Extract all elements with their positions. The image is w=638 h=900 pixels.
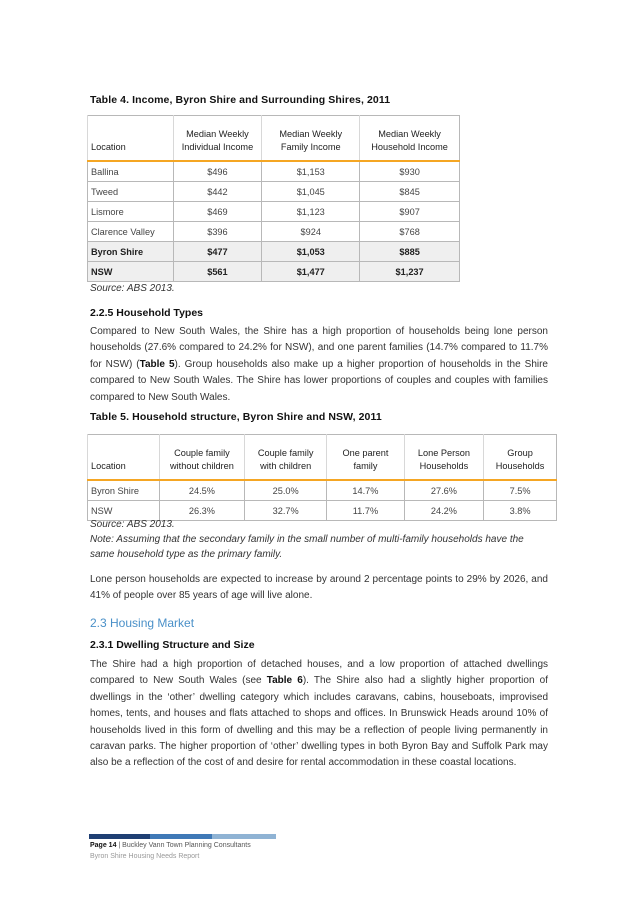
table-row [88, 501, 557, 521]
column-header-text: Median Weekly Individual Income [181, 129, 254, 152]
column-header: Location [88, 435, 160, 481]
table4-source: Source: ABS 2013. [90, 283, 175, 294]
table-row [88, 182, 460, 202]
footer-bar-mid [150, 834, 212, 839]
table5-note: Note: Assuming that the secondary family in the small number of multi-family households have the same household type as the primary family. [90, 534, 524, 560]
table-cell: $885 [360, 242, 460, 262]
table-cell: $1,153 [262, 161, 360, 182]
table-cell: $768 [360, 222, 460, 242]
column-header [360, 116, 460, 162]
lone-person-paragraph: Lone person households are expected to increase by around 2 percentage points to 29% by 2026, and 41% of people over 85 years of age will live alone. [90, 574, 548, 602]
table-row [88, 480, 557, 501]
column-header [327, 435, 405, 481]
table-cell: 24.5% [159, 480, 245, 501]
table-cell: Lismore [88, 202, 174, 222]
table-cell: $1,045 [262, 182, 360, 202]
footer-company: | Buckley Vann Town Planning Consultants [116, 842, 251, 849]
table5-source: Source: ABS 2013. [90, 519, 175, 530]
table-cell: $396 [173, 222, 262, 242]
table-cell: $924 [262, 222, 360, 242]
column-header-text: Couple family without children [170, 448, 234, 471]
table-cell: $1,123 [262, 202, 360, 222]
section-heading-dwelling-structure: 2.3.1 Dwelling Structure and Size [90, 639, 255, 651]
column-header-text: One parent family [342, 448, 389, 471]
table-cell: $930 [360, 161, 460, 182]
table-cell: $1,477 [262, 262, 360, 282]
table-cell: Clarence Valley [88, 222, 174, 242]
table-cell: 14.7% [327, 480, 405, 501]
table-cell: Tweed [88, 182, 174, 202]
table-cell: $496 [173, 161, 262, 182]
table-row [88, 202, 460, 222]
table-row-highlight [88, 242, 460, 262]
household-types-paragraph [90, 324, 548, 406]
page-number: Page 14 [90, 842, 117, 849]
table-cell: $477 [173, 242, 262, 262]
column-header [159, 435, 245, 481]
table-cell: NSW [88, 501, 160, 521]
table-cell: 27.6% [404, 480, 483, 501]
paragraph-text: Compared to New South Wales, the Shire has a high proportion of households being lone person households (27.6% compared to 24.2% for NSW), and one parent families (14.7% compared to 11.7% for NSW) ( [90, 326, 548, 370]
column-header-text: Median Weekly Household Income [371, 129, 448, 152]
table-row [88, 161, 460, 182]
column-header [262, 116, 360, 162]
column-header-text: Lone Person Households [417, 448, 470, 471]
table-cell: $845 [360, 182, 460, 202]
section-heading-housing-market: 2.3 Housing Market [90, 616, 195, 630]
income-table [87, 115, 460, 282]
column-header: Location [88, 116, 174, 162]
table-cell: Byron Shire [88, 242, 174, 262]
column-header [404, 435, 483, 481]
column-header [173, 116, 262, 162]
footer-page-info [90, 842, 251, 849]
table-cell: $907 [360, 202, 460, 222]
paragraph-text: ). Group households also make up a higher proportion of households in the Shire compared to New South Wales. The Shire has lower proportions of couples and couples with families compared to New South Wales. [90, 358, 548, 403]
table-cell: $561 [173, 262, 262, 282]
table-cell: Ballina [88, 161, 174, 182]
table-header-row [88, 435, 557, 481]
column-header-text: Couple family with children [257, 448, 314, 471]
paragraph-text: The Shire had a high proportion of detached houses, and a low proportion of attached dwellings compared to New South Wales (see [90, 659, 548, 687]
table-cell: 11.7% [327, 501, 405, 521]
household-structure-table [87, 434, 557, 521]
table-row-highlight [88, 262, 460, 282]
table-cell: Byron Shire [88, 480, 160, 501]
table-reference: Table 6 [266, 675, 303, 687]
table-reference: Table 5 [139, 358, 175, 370]
column-header-text: Median Weekly Family Income [279, 129, 343, 152]
table-cell: $469 [173, 202, 262, 222]
footer-bar-dark [89, 834, 150, 839]
footer-report-title: Byron Shire Housing Needs Report [90, 853, 200, 860]
table4-caption: Table 4. Income, Byron Shire and Surrounding Shires, 2011 [90, 94, 391, 106]
table-cell: 24.2% [404, 501, 483, 521]
column-header-text: Group Households [495, 448, 545, 471]
table-cell: $442 [173, 182, 262, 202]
paragraph-text: ). The Shire also had a slightly higher proportion of dwellings in the ‘other’ dwelling category which includes caravans, cabins, houseboats, improvised homes, tents, and houses and flats attached to shops and offices. In Brunswick Heads around 10% of households lived in this form of dwelling and this may be a reflection of people living permanently in caravan parks. The higher proportion of ‘other’ dwelling types in both Byron Bay and Suffolk Park may also be a reflection of the cost of and desire for rental accommodation in these coastal locations. [90, 675, 548, 769]
column-header [484, 435, 557, 481]
table-cell: $1,053 [262, 242, 360, 262]
table-cell: 3.8% [484, 501, 557, 521]
section-heading-household-types: 2.2.5 Household Types [90, 307, 204, 319]
table-cell: 25.0% [245, 480, 327, 501]
table-cell: NSW [88, 262, 174, 282]
table-row [88, 222, 460, 242]
table5-caption: Table 5. Household structure, Byron Shire and NSW, 2011 [90, 411, 382, 423]
footer-bar-light [212, 834, 276, 839]
table-cell: 7.5% [484, 480, 557, 501]
table-cell: 32.7% [245, 501, 327, 521]
column-header [245, 435, 327, 481]
table-cell: $1,237 [360, 262, 460, 282]
dwelling-structure-paragraph [90, 657, 548, 772]
table-header-row [88, 116, 460, 162]
table-cell: 26.3% [159, 501, 245, 521]
